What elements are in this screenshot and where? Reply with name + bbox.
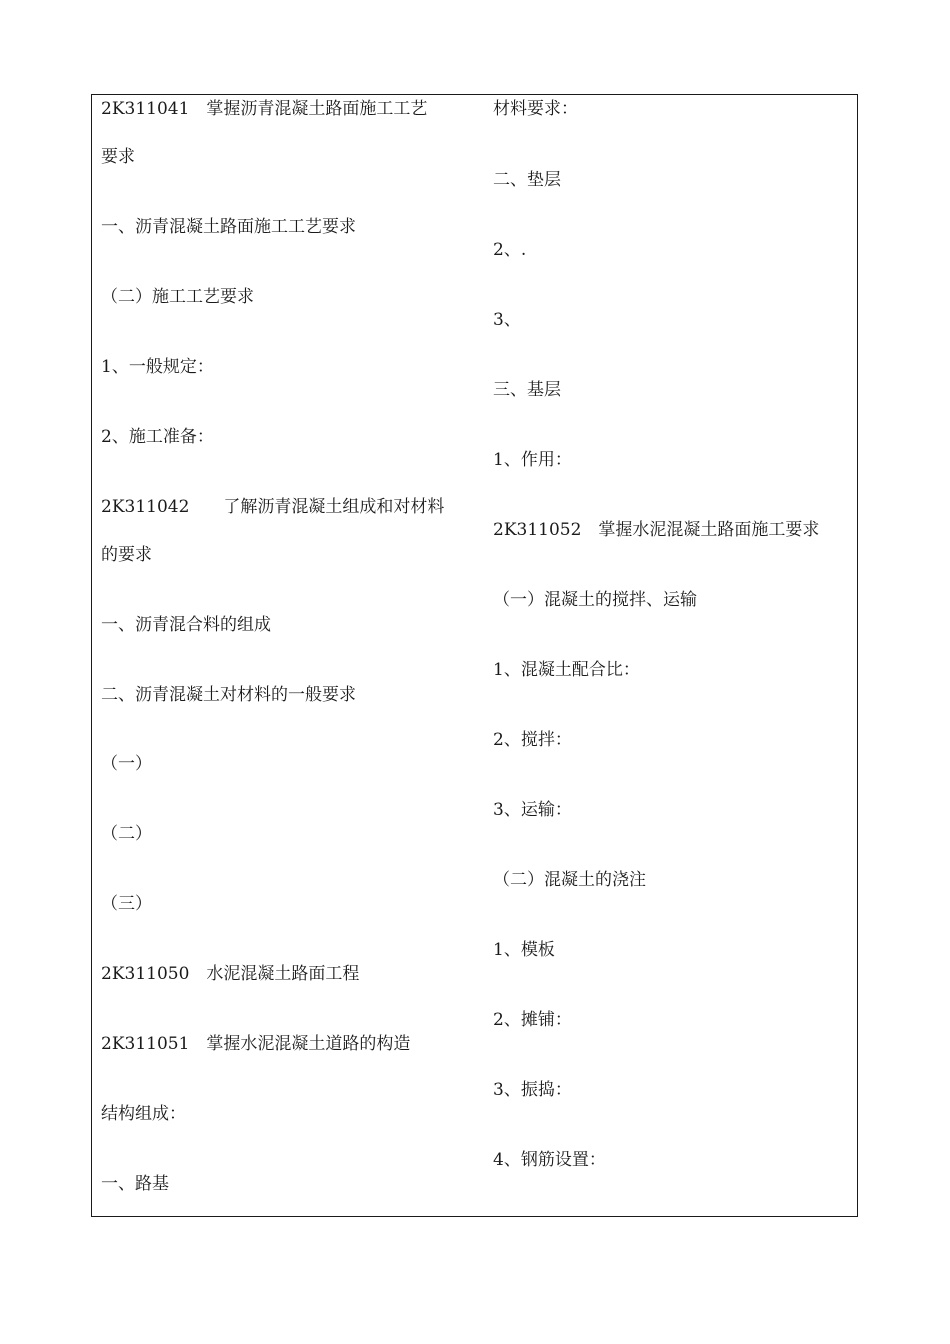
right-line: 三、基层 (493, 380, 561, 400)
right-line: 1、作用： (493, 450, 572, 470)
right-line: 材料要求： (493, 99, 578, 119)
left-line: （二）施工工艺要求 (101, 287, 254, 307)
left-line: 一、路基 (101, 1174, 169, 1194)
right-line: 3、运输： (493, 800, 572, 820)
left-line: 二、沥青混凝土对材料的一般要求 (101, 685, 356, 705)
right-line: 4、钢筋设置： (493, 1150, 606, 1170)
left-line: 要求 (101, 147, 135, 167)
left-line: 2、施工准备： (101, 427, 214, 447)
left-line: 2K311050 水泥混凝土路面工程 (101, 964, 360, 984)
content-table (91, 94, 858, 1217)
right-line: 3、 (493, 310, 521, 330)
left-line: （三） (101, 894, 152, 914)
right-line: （二）混凝土的浇注 (493, 870, 646, 890)
right-line: （一）混凝土的搅拌、运输 (493, 590, 697, 610)
left-line: 结构组成： (101, 1104, 186, 1124)
right-line: 1、混凝土配合比： (493, 660, 640, 680)
right-line: 2、搅拌： (493, 730, 572, 750)
left-line: 2K311051 掌握水泥混凝土道路的构造 (101, 1034, 411, 1054)
left-line: 2K311042 了解沥青混凝土组成和对材料 (101, 497, 445, 517)
right-line: 1、模板 (493, 940, 555, 960)
left-line: 一、沥青混合料的组成 (101, 615, 271, 635)
left-line: 一、沥青混凝土路面施工工艺要求 (101, 217, 356, 237)
right-line: 2、摊铺： (493, 1010, 572, 1030)
left-line: 的要求 (101, 545, 152, 565)
left-line: 2K311041 掌握沥青混凝土路面施工工艺 (101, 99, 428, 119)
right-line: 3、振捣： (493, 1080, 572, 1100)
left-line: 1、一般规定： (101, 357, 214, 377)
left-line: （二） (101, 824, 152, 844)
right-line: 二、垫层 (493, 170, 561, 190)
left-line: （一） (101, 754, 152, 774)
right-line: 2、. (493, 240, 527, 260)
right-line: 2K311052 掌握水泥混凝土路面施工要求 (493, 520, 820, 540)
